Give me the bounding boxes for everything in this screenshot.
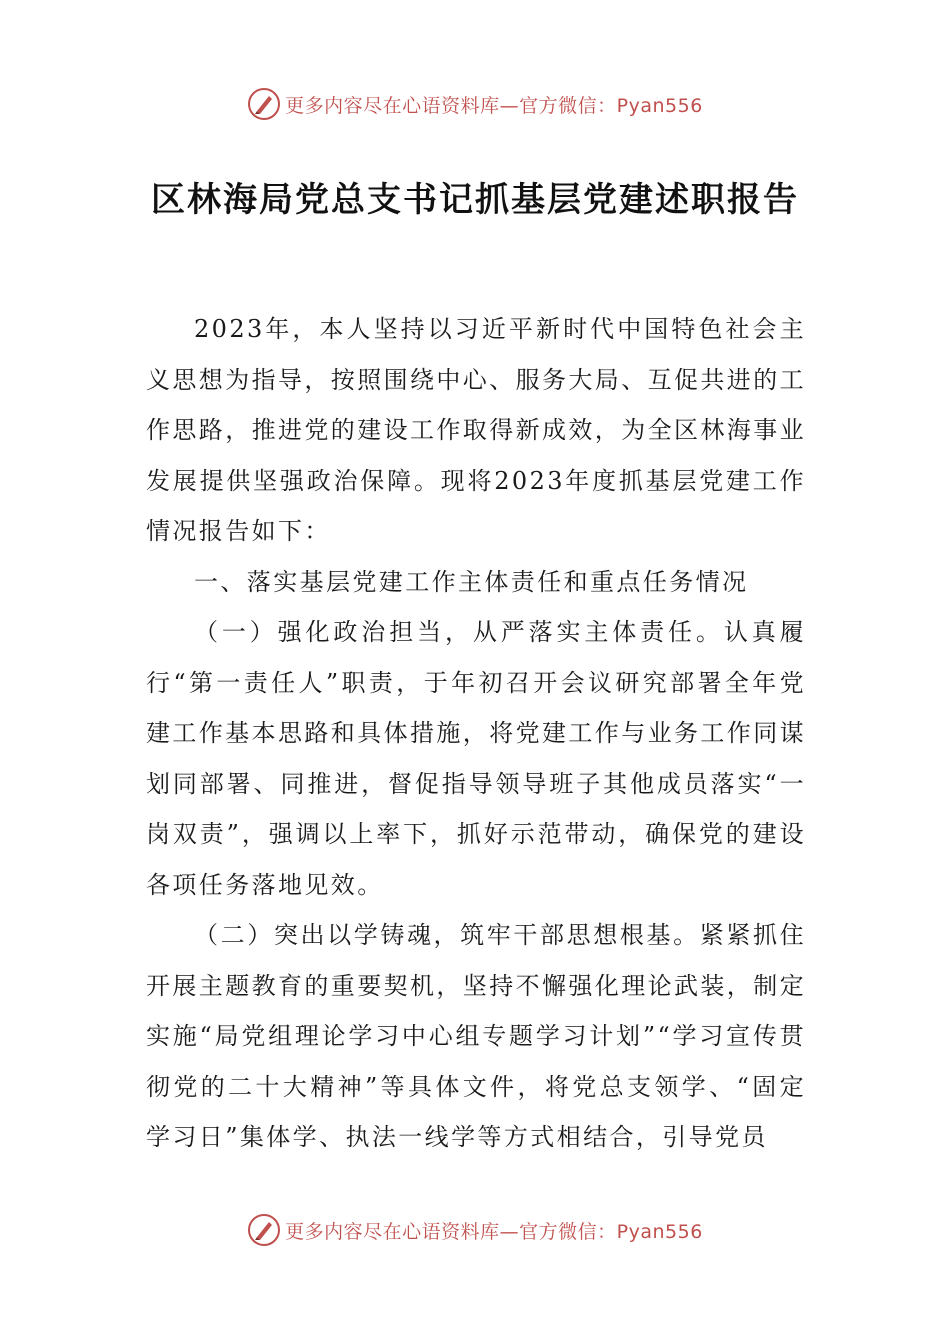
document-body bbox=[146, 304, 806, 1163]
watermark-header bbox=[0, 84, 950, 124]
watermark-text: 更多内容尽在心语资料库—官方微信：Pyan556 bbox=[285, 1220, 703, 1243]
paragraph-intro: 2023年，本人坚持以习近平新时代中国特色社会主义思想为指导，按照围绕中心、服务大局、互促共进的工作思路，推进党的建设工作取得新成效，为全区林海事业发展提供坚强政治保障。现将2023年度抓基层党建工作情况报告如下： bbox=[146, 315, 806, 545]
pen-logo-icon bbox=[247, 87, 281, 121]
document-title: 区林海局党总支书记抓基层党建述职报告 bbox=[151, 180, 799, 220]
watermark-footer bbox=[0, 1210, 950, 1250]
pen-logo-icon bbox=[247, 1213, 281, 1247]
paragraph-1: （一）强化政治担当，从严落实主体责任。认真履行“第一责任人”职责，于年初召开会议研究部署全年党建工作基本思路和具体措施，将党建工作与业务工作同谋划同部署、同推进，督促指导领导班子其他成员落实“一岗双责”，强调以上率下，抓好示范带动，确保党的建设各项任务落地见效。 bbox=[146, 618, 806, 899]
watermark-text: 更多内容尽在心语资料库—官方微信：Pyan556 bbox=[285, 94, 703, 117]
section-heading-1: 一、落实基层党建工作主体责任和重点任务情况 bbox=[194, 567, 749, 596]
paragraph-2: （二）突出以学铸魂，筑牢干部思想根基。紧紧抓住开展主题教育的重要契机，坚持不懈强化理论武装，制定实施“局党组理论学习中心组专题学习计划”“学习宣传贯彻党的二十大精神”等具体文件，将党总支领学、“固定学习日”集体学、执法一线学等方式相结合，引导党员 bbox=[146, 921, 806, 1151]
